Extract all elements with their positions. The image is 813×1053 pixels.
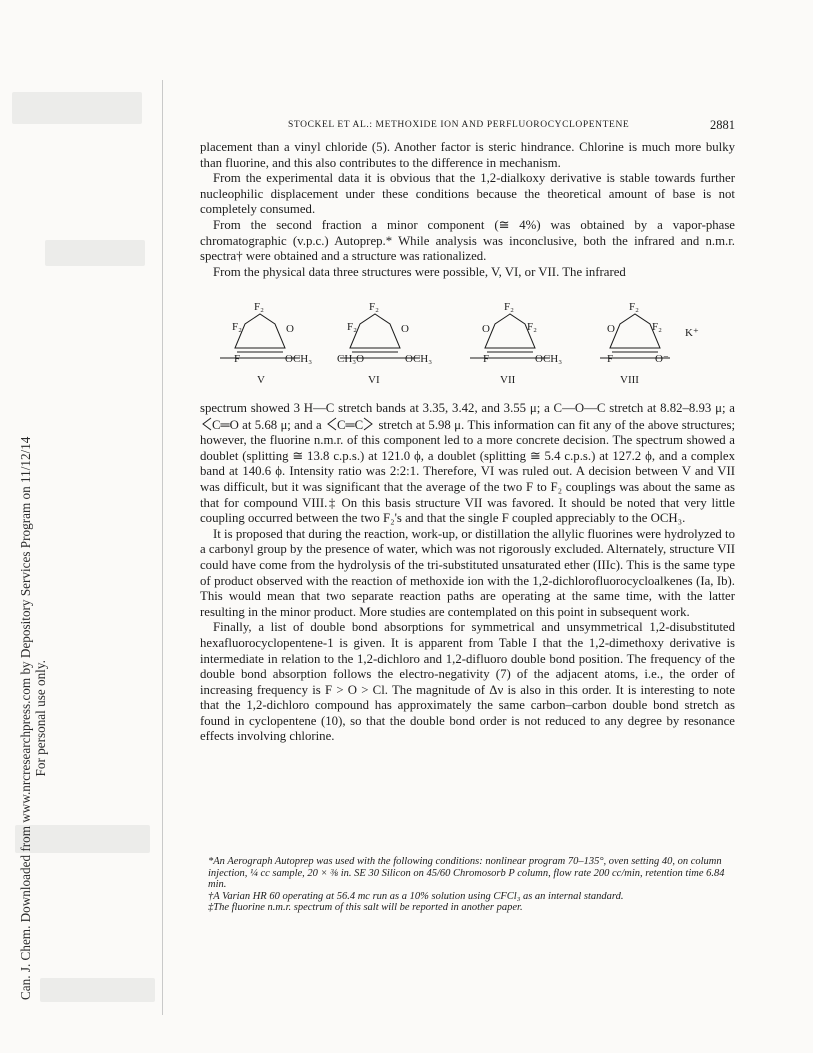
ring-VI: [350, 314, 400, 348]
counterion: K⁺: [685, 327, 699, 339]
label-upper-left: F₂: [347, 321, 357, 333]
chevron-substituent-icon: [363, 417, 375, 431]
scan-smudge: [40, 978, 155, 1002]
label-upper-right: O: [401, 323, 409, 335]
label-lower-right: OCH₃: [405, 353, 433, 365]
paragraph: From the physical data three structures were possible, V, VI, or VII. The infrared: [213, 264, 626, 279]
footnote: *An Aerograph Autoprep was used with the following conditions: nonlinear program 70–135°, oven setting 40, on column injection, ¼ cc sample, 20 × ⅜ in. SE 30 Silicon on 45/60 Chromosorb P column, flow rate 200 cc/min, retention time 6.84 min.: [208, 856, 725, 890]
label-lower-left: F: [483, 353, 490, 365]
structure-label: VII: [500, 374, 516, 386]
label-top: F₂: [629, 301, 639, 313]
structure-label: VIII: [620, 374, 639, 386]
label-upper-left: O: [607, 323, 615, 335]
label-lower-right: O⁻: [655, 353, 669, 365]
chevron-substituent-icon: [200, 417, 212, 431]
paragraph: placement than a vinyl chloride (5). Another factor is steric hindrance. Chlorine is much more bulky than fluorine, and this also contributes to the difference in mechanism.: [200, 140, 735, 170]
label-lower-left: F: [234, 353, 241, 365]
carbonyl-group: C═O: [212, 417, 239, 432]
running-title: STOCKEL ET AL.: METHOXIDE ION AND PERFLUOROCYCLOPENTENE: [288, 120, 630, 130]
margin-rule: [162, 80, 163, 1015]
alkene-group: C═C: [336, 417, 364, 432]
paragraph: From the second fraction a minor component (≅ 4%) was obtained by a vapor-phase chromatographic (v.p.c.) Autoprep.* While analysis was inconclusive, both the infrared and n.m.r. spectra† were obtained and a structure was rationalized.: [200, 217, 735, 264]
download-notice: [18, 437, 48, 1000]
spectrum-text-c: stretch at 5.98 μ. This information can fit any of the above structures; however, the fluorine n.m.r. of this component led to a more concrete decision. The spectrum showed a doublet (splitting ≅ 13.8 c.p.s.) at 121.0 ϕ, a doublet (splitting ≅ 5.4 c.p.s.) at 127.2 ϕ, and a complex band at 140.6 ϕ. Intensity ratio was 2:2:1. Therefore, VI was ruled out. A decision between V and VII was difficult, but it was significant that the average of the two F to F₂ couplings was about the same as that for compound VIII.‡ On this basis structure VII was favored. It should be noted that very little coupling occurred between the two F₂'s and that the single F coupled appreciably to the OCH₃.: [200, 417, 736, 526]
label-upper-right: O: [286, 323, 294, 335]
paragraph: From the experimental data it is obvious that the 1,2-dialkoxy derivative is stable towards further nucleophilic displacement under these conditions because the theoretical amount of base is not completely consumed.: [200, 171, 735, 217]
page-number: 2881: [710, 118, 735, 132]
label-top: F₂: [504, 301, 514, 313]
footnotes: [200, 856, 735, 914]
structure-label: VI: [368, 374, 380, 386]
spectrum-paragraph: [200, 401, 735, 527]
paragraph: It is proposed that during the reaction, work-up, or distillation the allylic fluorines were hydrolyzed to a carbonyl group by the presence of water, which was not rigorously excluded. Alternately, structure VII could have come from the hydrolysis of the tri-substituted unsaturated ether (IIIc). This is the same type of product observed with the reaction of methoxide ion with the 1,2-dichlorofluorocycloalkenes (Ia, Ib). This would mean that two separate reaction paths are operating at the same time, with the latter resulting in the minor product. More studies are contemplated on this point in subsequent work.: [200, 526, 735, 619]
label-upper-right: F₂: [527, 321, 537, 333]
ring-V: [235, 314, 285, 348]
body-top: [200, 140, 735, 280]
paragraph: Finally, a list of double bond absorptions for symmetrical and unsymmetrical 1,2-disubstituted hexafluorocyclopentene-1 is given. It is apparent from Table I that the 1,2-dimethoxy derivative is intermediate in relation to the 1,2-dichloro and 1,2-difluoro double bond position. The frequency of the double bond absorption follows the electro-negativity (7) of the adjacent atoms, i.e., the order of increasing frequency is F > O > Cl. The magnitude of Δν is also in this order. It is interesting to note that the 1,2-dichloro compound has approximately the same carbon–carbon double bond stretch as found in cyclopentene (10), so that the double bond order is not reduced to any degree by resonance effects involving chlorine.: [200, 620, 735, 744]
structure-label: V: [257, 374, 265, 386]
label-upper-left: O: [482, 323, 490, 335]
spectrum-text-a: spectrum showed 3 H—C stretch bands at 3.35, 3.42, and 3.55 μ; a C—O—C stretch at 8.82–8.93 μ; a: [200, 401, 735, 415]
chemical-structures: [200, 296, 735, 396]
label-lower-left: CH₃O: [337, 353, 365, 365]
structures-figure: [200, 296, 735, 396]
body-bottom: [200, 401, 735, 745]
label-upper-right: F₂: [652, 321, 662, 333]
label-lower-left: F: [607, 353, 614, 365]
scan-smudge: [45, 240, 145, 266]
label-lower-right: OCH₃: [285, 353, 313, 365]
chevron-substituent-icon: [325, 417, 337, 431]
label-top: F₂: [369, 301, 379, 313]
download-notice-line2: For personal use only.: [33, 660, 48, 777]
footnote: †A Varian HR 60 operating at 56.4 mc run as a 10% solution using CFCl₃ as an internal standard.: [208, 890, 624, 902]
label-top: F₂: [254, 301, 264, 313]
spectrum-text-b: at 5.68 μ; and a: [242, 417, 322, 432]
scan-smudge: [12, 92, 142, 124]
download-notice-line1: Can. J. Chem. Downloaded from www.nrcresearchpress.com by Depository Services Program on 11/12/14: [18, 436, 33, 1000]
label-lower-right: OCH₃: [535, 353, 563, 365]
label-upper-left: F₂: [232, 321, 242, 333]
footnote: ‡The fluorine n.m.r. spectrum of this salt will be reported in another paper.: [208, 902, 523, 913]
page-header: [200, 118, 735, 134]
